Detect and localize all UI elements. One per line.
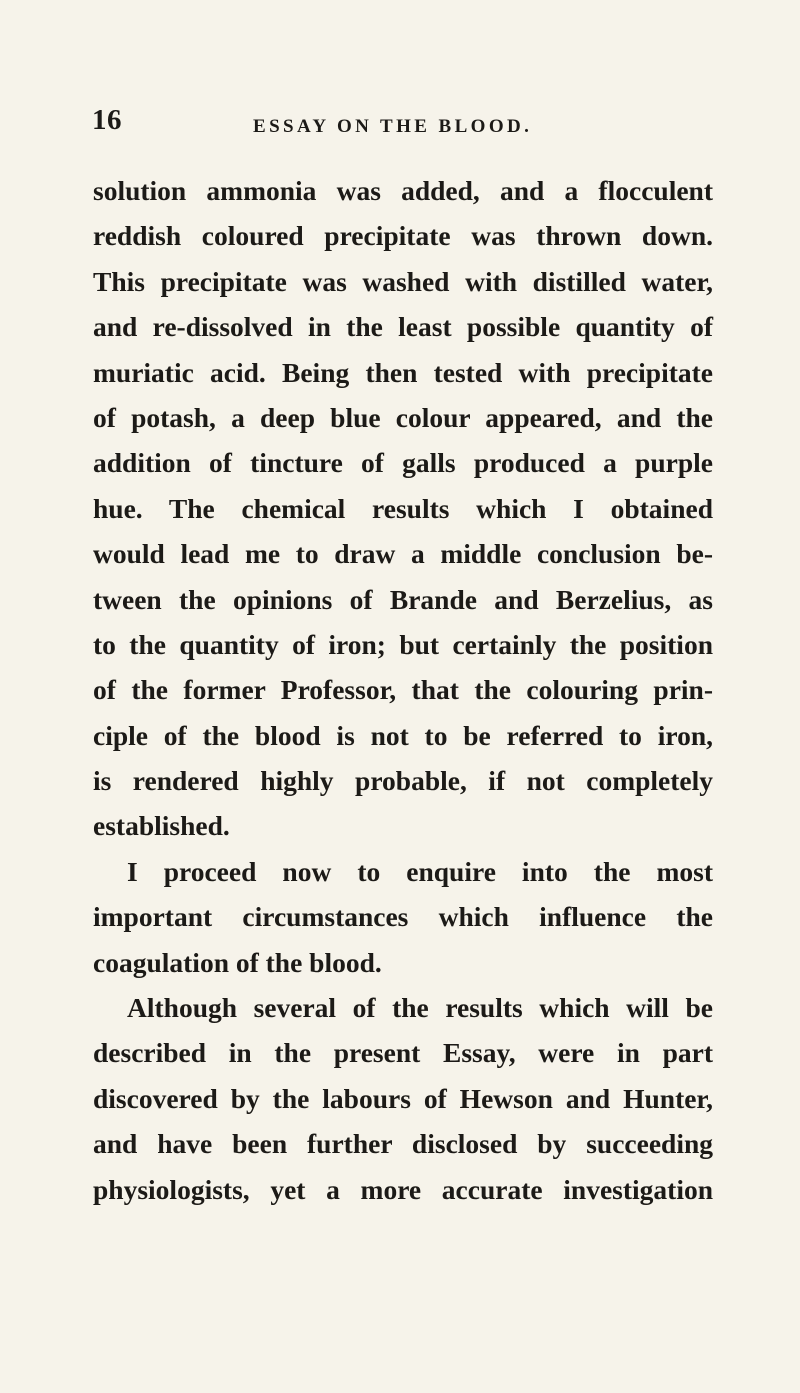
text-line: is rendered highly probable, if not completely bbox=[93, 765, 713, 797]
text-line: and re-dissolved in the least possible quantity of bbox=[93, 311, 713, 343]
text-line: hue. The chemical results which I obtained bbox=[93, 492, 713, 524]
text-line: Although several of the results which will be bbox=[127, 992, 713, 1024]
text-line: This precipitate was washed with distilled water, bbox=[93, 265, 713, 297]
text-line: established. bbox=[93, 810, 230, 842]
text-line: to the quantity of iron; but certainly the position bbox=[93, 628, 713, 660]
text-line: of the former Professor, that the colouring prin- bbox=[93, 674, 713, 706]
text-line: important circumstances which influence the bbox=[93, 901, 713, 933]
text-line: reddish coloured precipitate was thrown down. bbox=[93, 220, 713, 252]
body-text bbox=[93, 168, 713, 1212]
text-line: and have been further disclosed by succeeding bbox=[93, 1128, 713, 1160]
text-line: coagulation of the blood. bbox=[93, 946, 382, 978]
text-line: discovered by the labours of Hewson and Hunter, bbox=[93, 1082, 713, 1114]
text-line: physiologists, yet a more accurate investigation bbox=[93, 1173, 713, 1205]
text-line: would lead me to draw a middle conclusion be- bbox=[93, 538, 713, 570]
text-line: I proceed now to enquire into the most bbox=[127, 855, 713, 887]
text-line: solution ammonia was added, and a flocculent bbox=[93, 175, 713, 206]
text-line: tween the opinions of Brande and Berzelius, as bbox=[93, 583, 713, 615]
text-line: ciple of the blood is not to be referred to iron, bbox=[93, 719, 713, 751]
text-line: muriatic acid. Being then tested with precipitate bbox=[93, 356, 713, 388]
text-line: addition of tincture of galls produced a purple bbox=[93, 447, 713, 479]
page-number: 16 bbox=[92, 104, 122, 136]
text-line: described in the present Essay, were in part bbox=[93, 1037, 713, 1069]
running-head: ESSAY ON THE BLOOD. bbox=[253, 116, 533, 137]
text-line: of potash, a deep blue colour appeared, and the bbox=[93, 401, 713, 433]
page-header bbox=[0, 104, 800, 144]
